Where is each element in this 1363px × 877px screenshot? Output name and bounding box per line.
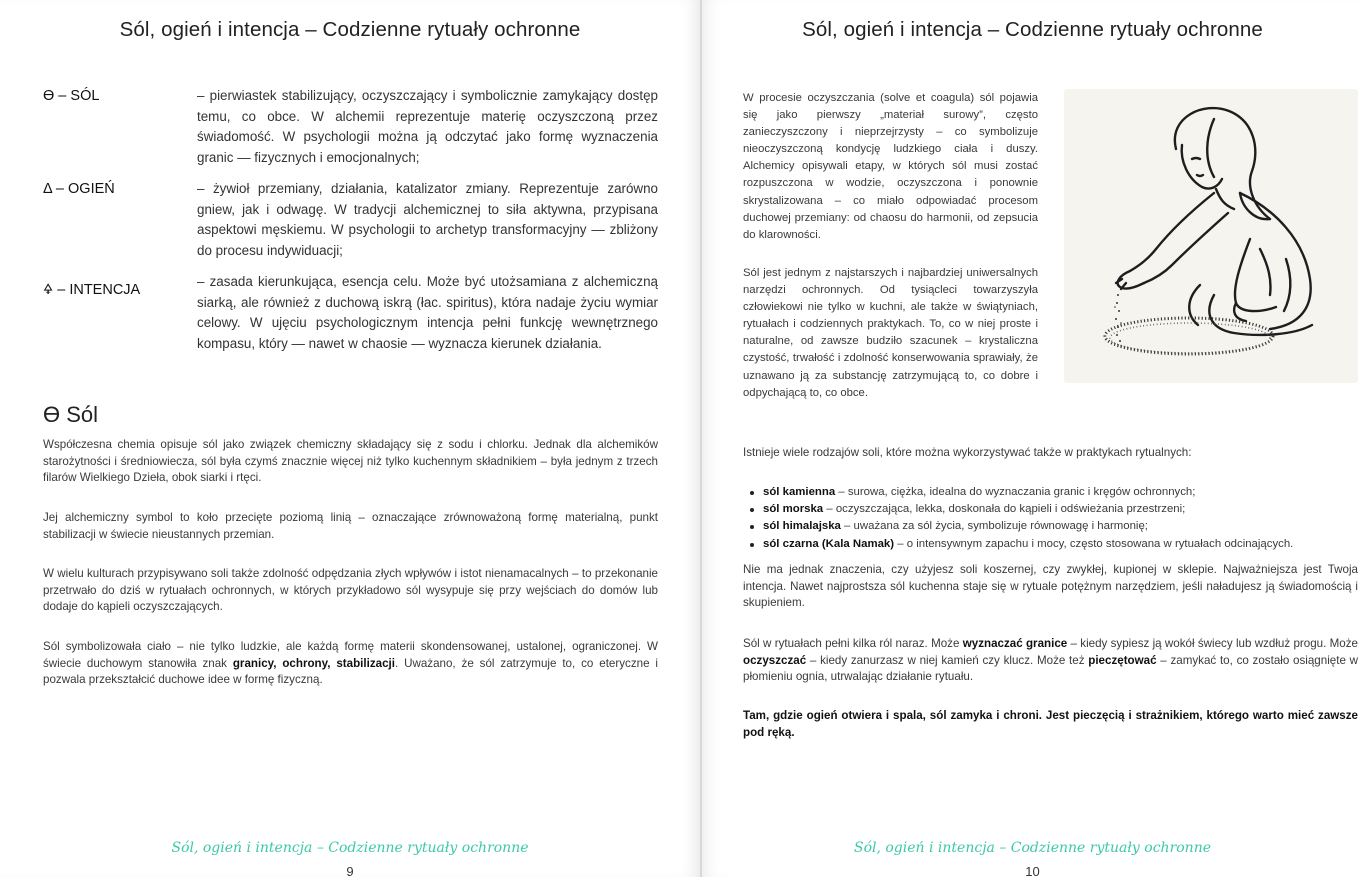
definition-fire (43, 179, 658, 261)
paragraph-text: Sól w rytuałach pełni kilka ról naraz. Może (743, 637, 963, 650)
salt-description: – oczyszczająca, lekka, doskonała do kąpieli i odświeżania przestrzeni; (823, 503, 1186, 516)
section-title: ϴ Sól (43, 402, 99, 427)
paragraph: Jej alchemiczny symbol to koło przecięte poziomą linią – oznaczające zrównoważoną formę materialną, punkt stabilizacji w świecie nieustannych przemian. (43, 511, 658, 541)
definition-term: 🜍 – INTENCJA (43, 282, 141, 298)
page-number: 10 (1025, 864, 1040, 877)
symbol-definitions (43, 86, 658, 365)
list-item (763, 518, 1363, 535)
definition-text: – zasada kierunkująca, esencja celu. Może być utożsamiana z alchemiczną siarką, ale również z duchową iskrą (łac. spiritus), która nadaje życiu wymiar celowy. W ujęciu psychologicznym intencja pełni funkcję wewnętrznego kompasu, który — nawet w chaosie — wyznacza kierunek działania. (197, 274, 658, 351)
paragraph (743, 636, 1358, 686)
paragraph-text: – kiedy sypiesz ją wokół świecy lub wzdłuż progu. Może (1067, 637, 1358, 650)
paragraph-text: – kiedy zanurzasz w niej kamień czy klucz. Może też (806, 653, 1089, 667)
page-number: 9 (346, 864, 354, 877)
definition-text: – żywioł przemiany, działania, katalizator zmiany. Reprezentuje zarówno gniew, jak i odwagę. W tradycji alchemicznej to siła aktywna, przypisana aspektowi męskiemu. W psychologii to archetyp transformacyjny — zbliżony do procesu indywiduacji; (197, 181, 658, 258)
paragraph: Współczesna chemia opisuje sól jako związek chemiczny składający się z sodu i chlorku. Jednak dla alchemików starożytności i średniowiecza, sól była czymś znacznie więcej niż tylko kuchennym składnikiem – była jednym z trzech filarów Wielkiego Dzieła, obok siarki i rtęci. (43, 438, 658, 485)
page-header-title: Sól, ogień i intencja – Codzienne rytuały ochronne (119, 18, 581, 41)
paragraph: W procesie oczyszczania (solve et coagula) sól pojawia się jako pierwszy „materiał surowy”, często zanieczyszczony i nieprzejrzysty – co symbolizuje nieoczyszczoną kondycję ludzkiego ciała i duszy. Alchemicy opisywali etapy, w których sól musi zostać rozpuszczona w wodzie, oczyszczona i ponownie skrystalizowana – co miało odpowiadać procesom duchowej przemiany: od chaosu do harmonii, od zepsucia do klarowności. (743, 92, 1038, 241)
woman-sprinkling-salt-illustration (1064, 89, 1358, 383)
paragraph-text: – zamykać to, co zostało osiągnięte w płomieniu ognia, utrwalając działanie rytuału. (743, 653, 1358, 684)
definition-term: Δ – OGIEŃ (43, 181, 115, 197)
page-header-title: Sól, ogień i intencja – Codzienne rytuały ochronne (802, 18, 1263, 41)
list-item (763, 536, 1363, 553)
closing-statement: Tam, gdzie ogień otwiera i spala, sól zamyka i chroni. Jest pieczęcią i strażnikiem, którego warto mieć zawsze pod ręką. (743, 709, 1358, 739)
definition-term: ϴ – SÓL (43, 88, 100, 104)
bold-phrase: oczyszczać (743, 653, 807, 667)
bold-phrase: pieczętować (1088, 653, 1157, 667)
salt-name: sól himalajska (763, 520, 841, 533)
paragraph: Istnieje wiele rodzajów soli, które można wykorzystywać także w praktykach rytualnych: (743, 446, 1192, 459)
salt-description: – uważana za sól życia, symbolizuje równowagę i harmonię; (840, 520, 1148, 533)
bold-phrase: granicy, ochrony, stabilizacji (232, 656, 395, 670)
footer-title: Sól, ogień i intencja – Codzienne rytuały ochronne (853, 840, 1212, 856)
paragraph (43, 639, 658, 689)
right-page (702, 0, 1363, 877)
paragraph-text: . Uważano, że sól zatrzymuje to, co eteryczne i pozwala przekształcić duchowe idee w formę fizyczną. (43, 656, 658, 687)
definition-text: – pierwiastek stabilizujący, oczyszczający i symbolicznie zamykający dostęp temu, co obce. W alchemii reprezentuje materię oczyszczoną przez świadomość. W psychologii można ją odczytać jako formę wyznaczenia granic — fizycznych i emocjonalnych; (197, 88, 658, 165)
salt-name: sól kamienna (763, 486, 836, 498)
paragraph-text: Sól symbolizowała ciało – nie tylko ludzkie, ale każdą formę materii skondensowanej, ustalonej, ograniczonej. W świecie duchowym stanowiła znak (43, 640, 658, 670)
paragraph: Nie ma jednak znaczenia, czy użyjesz soli koszernej, czy zwykłej, kupionej w sklepie. Najważniejsza jest Twoja intencja. Nawet najprostsza sól kuchenna staje się w rytuale potężnym narzędziem, jeśli naładujesz ją świadomością i skupieniem. (743, 563, 1358, 610)
paragraph: Sól jest jednym z najstarszych i najbardziej uniwersalnych narzędzi ochronnych. Od tysiącleci towarzyszyła człowiekowi nie tylko w kuchni, ale także w świątyniach, rytuałach i codziennych praktykach. To, co w niej proste i naturalne, od zawsze budziło szacunek – krystaliczna czystość, trwałość i zdolność konserwowania sprawiały, że uznawano ją za substancję zatrzymującą to, co dobre i odpychającą to, co obce. (743, 267, 1038, 399)
definition-intention (43, 272, 658, 354)
list-item (763, 501, 1363, 518)
salt-name: sól czarna (Kala Namak) (763, 537, 895, 550)
paragraph: W wielu kulturach przypisywano soli także zdolność odpędzania złych wpływów i istot nienamacalnych – to przekonanie przetrwało do dziś w rytuałach ochronnych, w których przykładowo sól wysypuje się przy wejściach do domów lub dodaje do kąpieli oczyszczających. (43, 567, 658, 614)
bold-phrase: wyznaczać granice (962, 637, 1068, 650)
footer-title: Sól, ogień i intencja – Codzienne rytuały ochronne (171, 840, 529, 856)
salt-types-list (743, 484, 1363, 553)
list-item (763, 484, 1363, 501)
salt-description: – o intensywnym zapachu i mocy, często stosowana w rytuałach odcinających. (894, 537, 1294, 550)
salt-name: sól morska (763, 503, 824, 516)
salt-description: – surowa, ciężka, idealna do wyznaczania granic i kręgów ochronnych; (835, 486, 1196, 498)
definition-salt (43, 86, 658, 168)
salt-ritual-drawing (1064, 89, 1358, 383)
